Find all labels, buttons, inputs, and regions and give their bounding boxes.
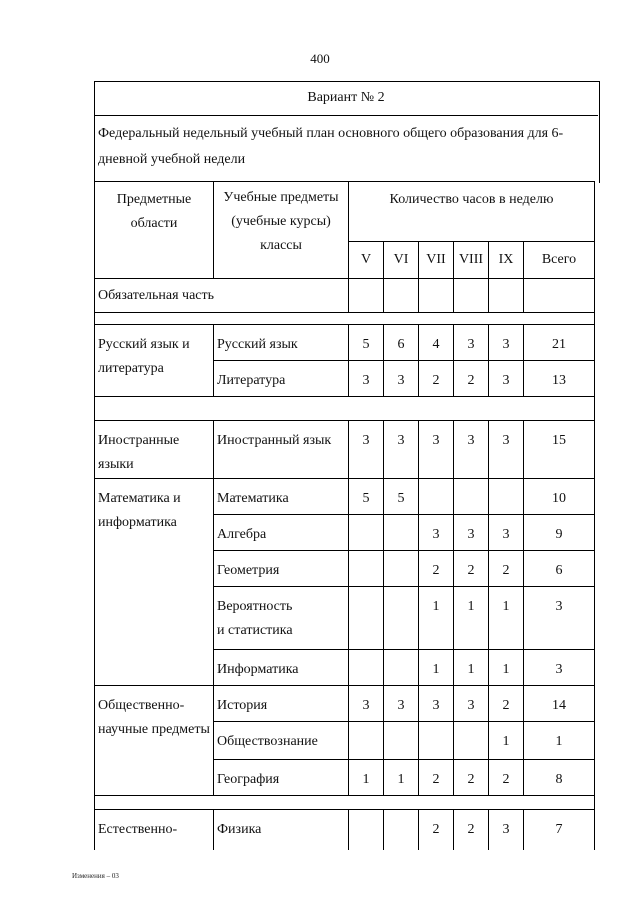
cell: 1 xyxy=(419,650,454,686)
cell: 2 xyxy=(454,810,489,850)
cell xyxy=(349,587,384,650)
cell xyxy=(349,515,384,551)
cell xyxy=(454,722,489,760)
cell: 4 xyxy=(419,325,454,361)
table-row xyxy=(95,421,595,479)
grade-8: VIII xyxy=(454,242,489,279)
curriculum-table xyxy=(94,181,595,850)
subject-algebra: Алгебра xyxy=(214,515,349,551)
cell xyxy=(419,722,454,760)
cell: 2 xyxy=(489,686,524,722)
header-subjects: Учебные предметы (учебные курсы) классы xyxy=(214,182,349,279)
area-foreign: Иностранные языки xyxy=(95,421,214,479)
cell xyxy=(349,810,384,850)
cell: 2 xyxy=(419,810,454,850)
cell: 1 xyxy=(454,650,489,686)
subject-geography: География xyxy=(214,760,349,796)
cell: 3 xyxy=(419,686,454,722)
plan-title: Федеральный недельный учебный план основного общего образования для 6-дневной учебной недели xyxy=(98,126,564,167)
cell: 7 xyxy=(524,810,595,850)
table-row xyxy=(95,686,595,722)
cell: 10 xyxy=(524,479,595,515)
cell: 1 xyxy=(349,760,384,796)
subject-society: Обществознание xyxy=(214,722,349,760)
cell: 1 xyxy=(384,760,419,796)
subject-geometry: Геометрия xyxy=(214,551,349,587)
cell xyxy=(384,551,419,587)
grade-6: VI xyxy=(384,242,419,279)
cell: 3 xyxy=(454,325,489,361)
cell xyxy=(384,722,419,760)
table-row xyxy=(95,279,595,313)
cell: 1 xyxy=(489,722,524,760)
cell: 5 xyxy=(349,325,384,361)
cell: 3 xyxy=(349,361,384,397)
cell: 2 xyxy=(454,361,489,397)
cell: 3 xyxy=(454,686,489,722)
cell: 3 xyxy=(419,421,454,479)
cell: 15 xyxy=(524,421,595,479)
header-areas: Предметные области xyxy=(95,182,214,279)
cell xyxy=(384,587,419,650)
cell: 3 xyxy=(489,421,524,479)
grade-total: Всего xyxy=(524,242,595,279)
cell: 1 xyxy=(454,587,489,650)
cell: 13 xyxy=(524,361,595,397)
subject-russian: Русский язык xyxy=(214,325,349,361)
subject-physics: Физика xyxy=(214,810,349,850)
cell: 3 xyxy=(489,810,524,850)
cell: 1 xyxy=(524,722,595,760)
cell: 6 xyxy=(384,325,419,361)
subject-math: Математика xyxy=(214,479,349,515)
cell: 2 xyxy=(489,760,524,796)
area-russian: Русский язык и литература xyxy=(95,325,214,397)
cell: 3 xyxy=(349,421,384,479)
cell: 2 xyxy=(454,551,489,587)
cell: 2 xyxy=(419,361,454,397)
cell: 2 xyxy=(454,760,489,796)
cell xyxy=(384,650,419,686)
cell: 9 xyxy=(524,515,595,551)
grade-5: V xyxy=(349,242,384,279)
table-row xyxy=(95,479,595,515)
cell: 1 xyxy=(489,587,524,650)
table-row xyxy=(95,810,595,850)
cell: 3 xyxy=(454,515,489,551)
cell: 5 xyxy=(384,479,419,515)
cell: 3 xyxy=(419,515,454,551)
cell: 8 xyxy=(524,760,595,796)
cell: 1 xyxy=(419,587,454,650)
cell: 3 xyxy=(384,421,419,479)
subject-literature: Литература xyxy=(214,361,349,397)
cell xyxy=(384,810,419,850)
area-social: Общественно-научные предметы xyxy=(95,686,214,796)
page-number: 400 xyxy=(310,51,330,66)
cell: 3 xyxy=(524,650,595,686)
cell: 1 xyxy=(489,650,524,686)
area-science: Естественно- xyxy=(95,810,214,850)
cell: 3 xyxy=(489,325,524,361)
subject-informatics: Информатика xyxy=(214,650,349,686)
mandatory-part-label: Обязательная часть xyxy=(95,279,349,313)
cell xyxy=(419,479,454,515)
grade-7: VII xyxy=(419,242,454,279)
header-hours: Количество часов в неделю xyxy=(349,182,595,242)
cell: 3 xyxy=(489,361,524,397)
cell: 3 xyxy=(524,587,595,650)
subject-foreign: Иностранный язык xyxy=(214,421,349,479)
cell: 3 xyxy=(384,361,419,397)
grade-9: IX xyxy=(489,242,524,279)
cell xyxy=(349,650,384,686)
cell xyxy=(384,515,419,551)
cell xyxy=(349,722,384,760)
table-row xyxy=(95,325,595,361)
cell: 14 xyxy=(524,686,595,722)
cell: 3 xyxy=(384,686,419,722)
subject-history: История xyxy=(214,686,349,722)
cell: 21 xyxy=(524,325,595,361)
variant-title: Вариант № 2 xyxy=(94,81,598,116)
cell xyxy=(489,479,524,515)
cell: 6 xyxy=(524,551,595,587)
cell: 3 xyxy=(349,686,384,722)
cell xyxy=(349,551,384,587)
subject-probability: Вероятность и статистика xyxy=(214,587,349,650)
footer-note: Изменения – 03 xyxy=(72,872,119,880)
cell: 5 xyxy=(349,479,384,515)
cell: 3 xyxy=(489,515,524,551)
area-math: Математика и информатика xyxy=(95,479,214,686)
cell: 2 xyxy=(489,551,524,587)
cell: 2 xyxy=(419,551,454,587)
cell: 3 xyxy=(454,421,489,479)
cell: 2 xyxy=(419,760,454,796)
cell xyxy=(454,479,489,515)
